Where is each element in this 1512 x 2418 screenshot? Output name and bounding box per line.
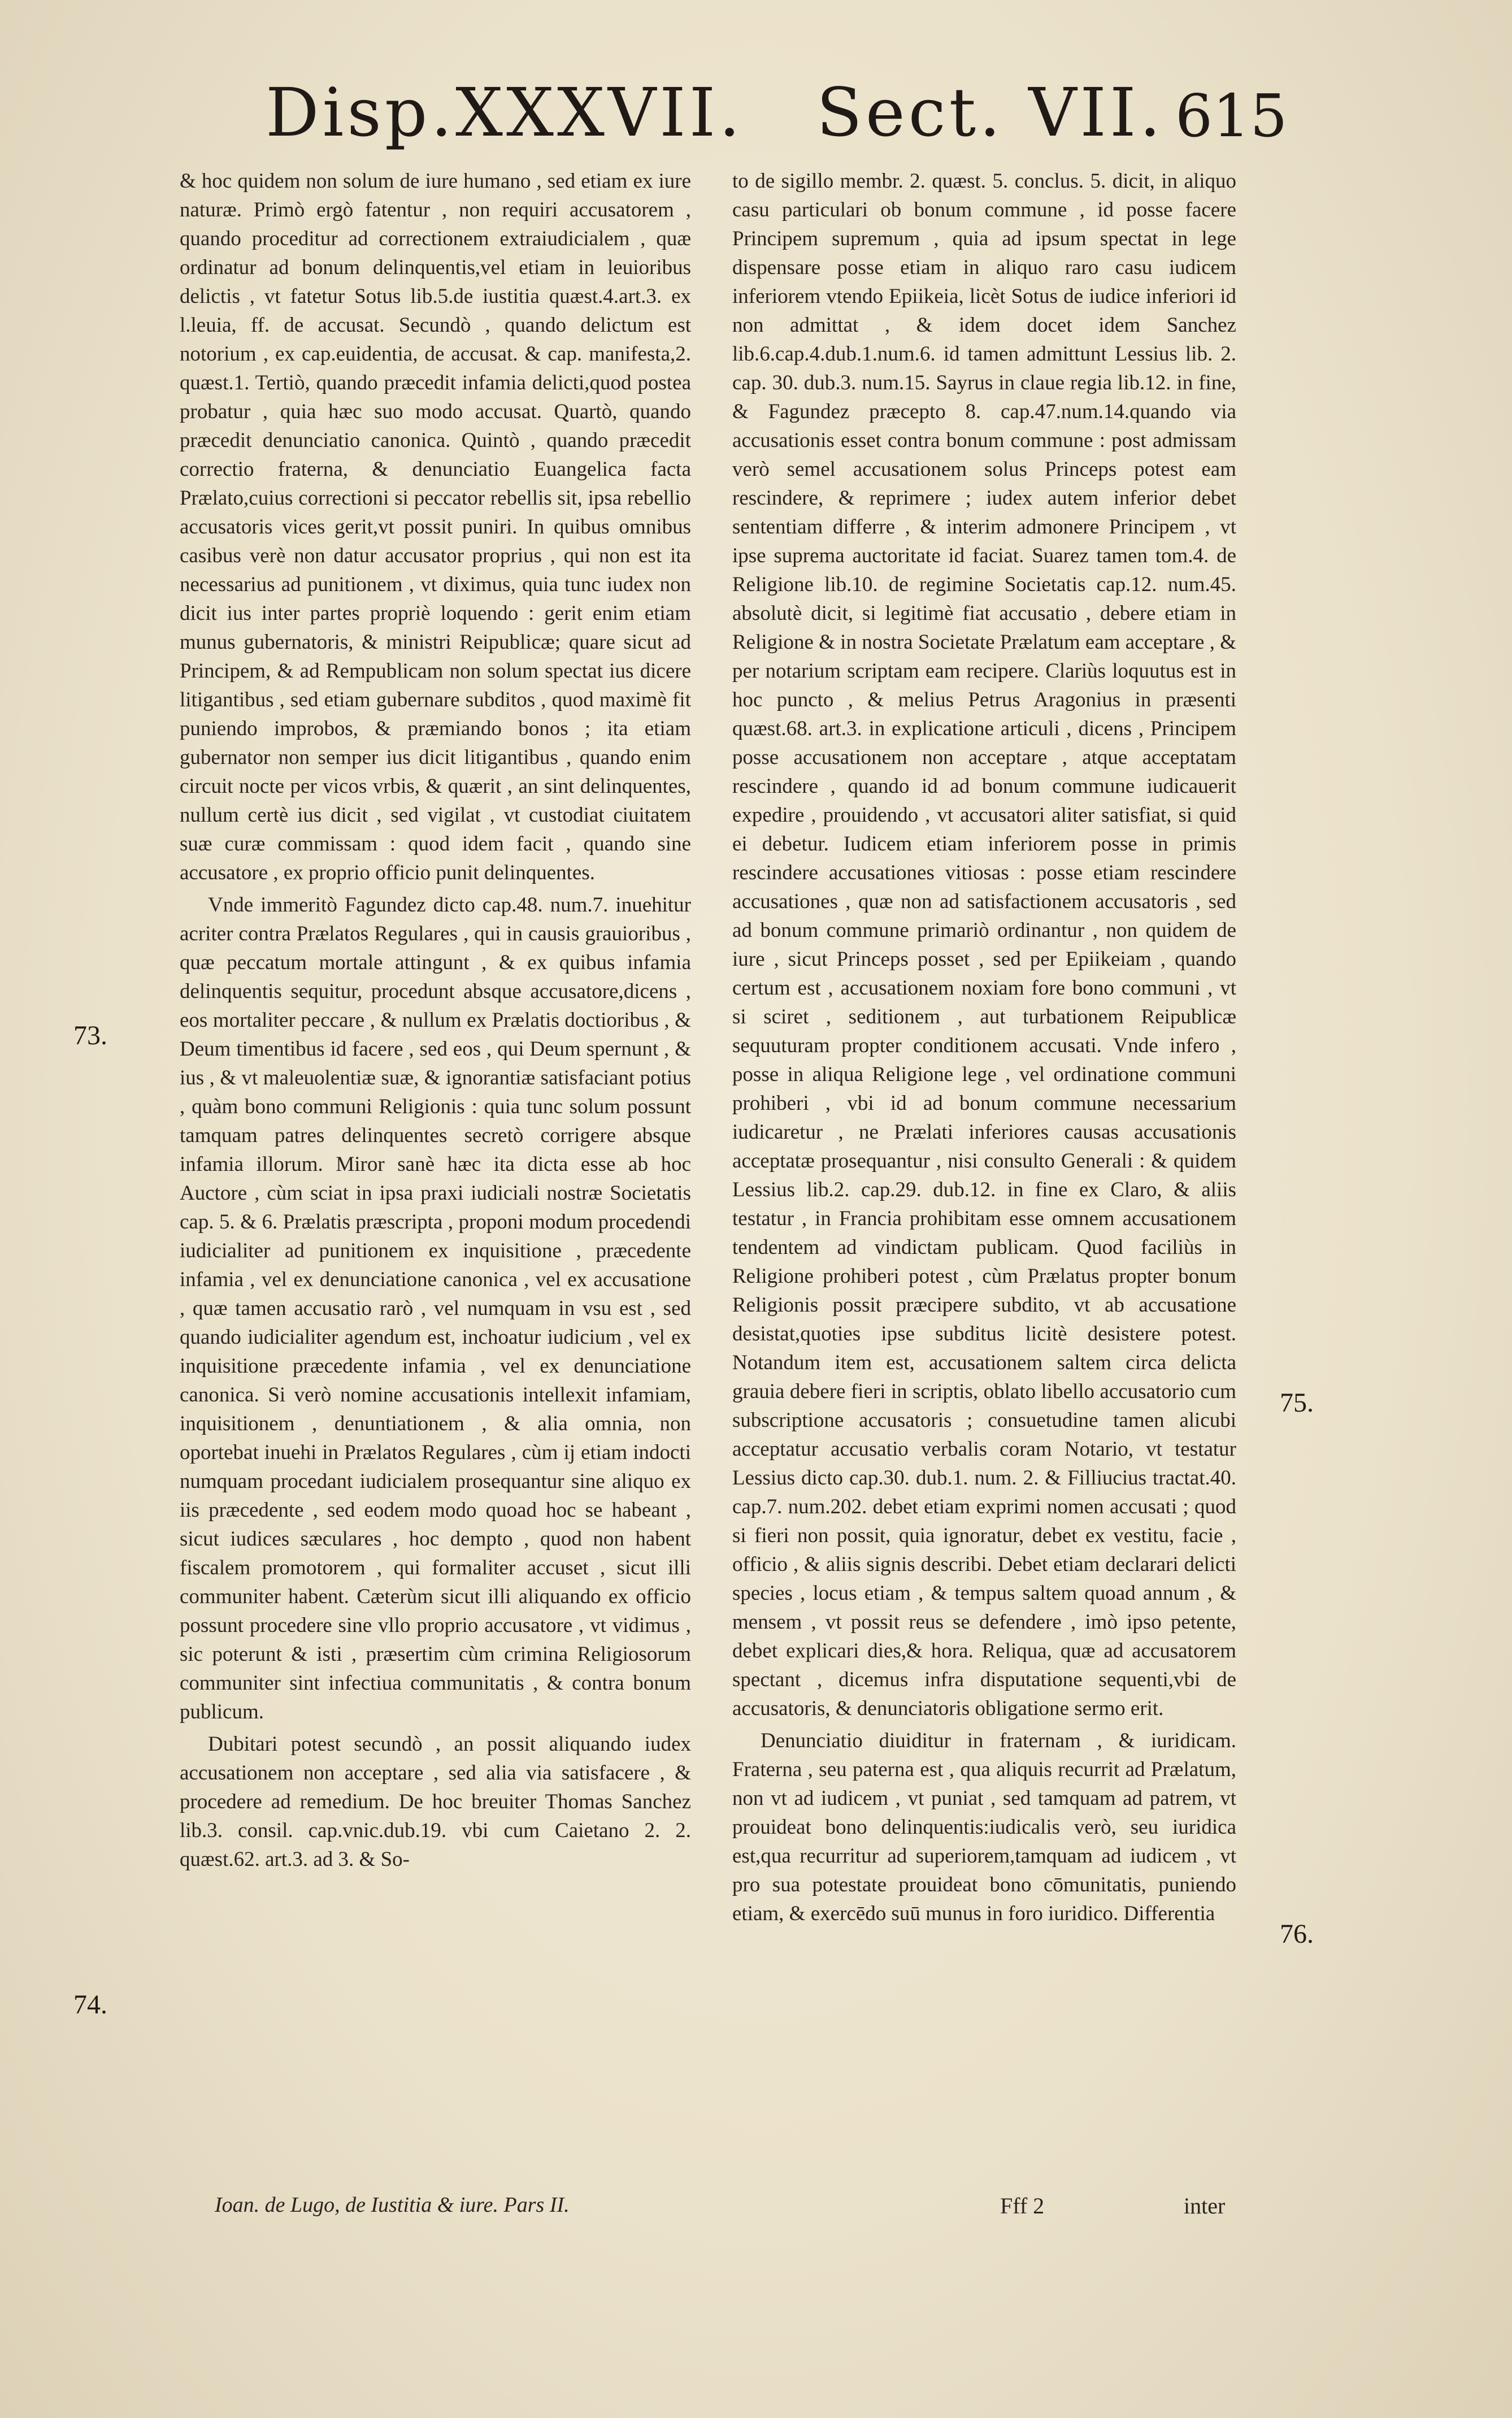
margin-number: 73. — [73, 1021, 107, 1050]
signature-mark: Fff 2 — [1000, 2193, 1045, 2219]
margin-number: 74. — [73, 1990, 107, 2020]
margin-number: 75. — [1280, 1388, 1314, 1418]
left-column — [180, 167, 691, 1877]
page-number: 615 — [1175, 81, 1288, 150]
right-column — [732, 167, 1236, 1931]
paragraph: & hoc quidem non solum de iure humano , sed etiam ex iure naturæ. Primò ergò fatentur , non requiri accusatorem , quando proceditur ad correctionem extraiudicialem , quæ ordinatur ad bonum delinquentis,vel etiam in leuioribus delictis , vt fatetur Sotus lib.5.de iustitia quæst.4.art.3. ex l.leuia, ff. de accusat. Secundò , quando delictum est notorium , ex cap.euidentia, de accusat. & cap. manifesta,2. quæst.1. Tertiò, quando præcedit infamia delicti,quod postea probatur , quia hæc suo modo accusat. Quartò, quando præcedit denunciatio canonica. Quintò , quando præcedit correctio fraterna, & denunciatio Euangelica facta Prælato,cuius correctioni si peccator rebellis sit, ipsa rebellio accusatoris vices gerit,vt possit puniri. In quibus omnibus casibus verè non datur accusator proprius , qui non est ita necessarius ad punitionem , vt diximus, quia tunc iudex non dicit ius inter partes propriè loquendo : gerit enim etiam munus gubernatoris, & ministri Reipublicæ; quare sicut ad Principem, & ad Rempublicam non solum spectat ius dicere litigantibus , sed etiam gubernare subditos , quod maximè fit puniendo improbos, & præmiando bonos ; ita etiam gubernator non semper ius dicit litigantibus , quando enim circuit nocte per vicos vrbis, & quærit , an sint delinquentes, nullum certè ius dicit , sed vigilat , vt custodiat ciuitatem suæ curæ commissam : quod idem facit , quando sine accusatore , ex proprio officio punit delinquentes. — [180, 170, 691, 884]
paragraph: Vnde immeritò Fagundez dicto cap.48. num.7. inuehitur acriter contra Prælatos Regulares , qui in causis grauioribus , quæ peccatum mortale attingunt , & ex quibus infamia delinquentis sequitur, procedunt absque accusatore,dicens , eos mortaliter peccare , & nullum ex Prælatis doctioribus , & Deum timentibus id facere , sed eos , qui Deum spernunt , & ius , & vt maleuolentiæ suæ, & ignorantiæ satisfaciant potius , quàm bono communi Religionis : quia tunc solum possunt tamquam patres delinquentes secretò corrigere absque infamia illorum. Miror sanè hæc ita dicta esse ab hoc Auctore , cùm sciat in ipsa praxi iudiciali nostræ Societatis cap. 5. & 6. Prælatis præscripta , proponi modum procedendi iudicialiter ad punitionem ex inquisitione , præcedente infamia , vel ex denunciatione canonica , vel ex accusatione , quæ tamen accusatio rarò , vel numquam in vsu est , sed quando iudicialiter agendum est, inchoatur iudicium , vel ex inquisitione præcedente infamia , vel ex denunciatione canonica. Si verò nomine accusationis intellexit infamiam, inquisitionem , denuntiationem , & alia omnia, non oportebat inuehi in Prælatos Regulares , cùm ij etiam indocti numquam procedant iudicialem prosequantur sine aliquo ex iis præcedente , sed eodem modo quoad hoc se habeant , sicut iudices sæculares , hoc dempto , quod non habent fiscalem promotorem , qui formaliter accuset , sicut illi communiter habent. Cæterùm sicut illi aliquando ex officio possunt procedere sine vllo proprio accusatore , vt vidimus , sic poterunt & isti , præsertim cùm crimina Religiosorum communiter sint infectiua communitatis , & contra bonum publicum. — [180, 893, 691, 1724]
margin-number: 76. — [1280, 1919, 1314, 1949]
running-header — [0, 62, 1512, 153]
running-title-footer: Ioan. de Lugo, de Iustitia & iure. Pars II. — [215, 2193, 570, 2217]
paragraph: Dubitari potest secundò , an possit aliquando iudex accusationem non acceptare , sed alia via satisfacere , & procedere ad remedium. De hoc breuiter Thomas Sanchez lib.3. consil. cap.vnic.dub.19. vbi cum Caietano 2. 2. quæst.62. art.3. ad 3. & So- — [180, 1733, 691, 1871]
catchword: inter — [1184, 2193, 1226, 2219]
paragraph: to de sigillo membr. 2. quæst. 5. conclus. 5. dicit, in aliquo casu particulari ob bonum commune , id posse facere Principem supremum , quia ad ipsum spectat in lege dispensare posse etiam in aliquo raro casu iudicem inferiorem vtendo Epiikeia, licèt Sotus de iudice inferiori id non admittat , & idem docet idem Sanchez lib.6.cap.4.dub.1.num.6. id tamen admittunt Lessius lib. 2. cap. 30. dub.3. num.15. Sayrus in claue regia lib.12. in fine, & Fagundez præcepto 8. cap.47.num.14.quando via accusationis esset contra bonum commune : post admissam verò semel accusationem solus Princeps potest eam rescindere, & reprimere ; iudex autem inferior debet sententiam differre , & interim admonere Principem , vt ipse suprema auctoritate id faciat. Suarez tamen tom.4. de Religione lib.10. de regimine Societatis cap.12. num.45. absolutè dicit, si legitimè fiat accusatio , debere etiam in Religione & in nostra Societate Prælatum eam acceptare , & per notarium scriptam eam recipere. Clariùs loquutus est in hoc puncto , & melius Petrus Aragonius in præsenti quæst.68. art.3. in explicatione articuli , dicens , Principem posse accusationem non acceptare , atque acceptatam rescindere , quando id ad bonum commune iudicauerit expedire , prouidendo , vt accusatori aliter satisfiat, si quid ei debetur. Iudicem etiam inferiorem posse in primis rescindere accusationes vitiosas : posse etiam rescindere accusationes , quæ non ad satisfactionem accusatoris , sed ad bonum commune primariò ordinantur , non quidem de iure , sicut Princeps posset , sed per Epiikeiam , quando certum est , accusationem noxiam fore bono communi , vt si sciret , seditionem , aut turbationem Reipublicæ sequuturam propter conditionem accusati. Vnde infero , posse in aliqua Religione lege , vel ordinatione communi prohiberi , vbi id ad bonum commune necessarium iudicaretur , ne Prælati inferiores causas accusationis acceptatæ prosequantur , nisi consulto Generali : & quidem Lessius lib.2. cap.29. dub.12. in fine ex Claro, & aliis testatur , in Francia prohibitam esse omnem accusationem tendentem ad vindictam publicam. Quod faciliùs in Religione prohiberi potest , cùm Prælatus propter bonum Religionis possit præcipere subdito, vt ab accusatione desistat,quoties ipse subditus licitè desistere potest. Notandum item est, accusationem saltem circa delicta grauia debere fieri in scriptis, oblato libello accusatorio cum subscriptione accusatoris ; consuetudine tamen alicubi acceptatur accusatio verbalis coram Notario, vt testatur Lessius dicto cap.30. dub.1. num. 2. & Filliucius tractat.40. cap.7. num.202. debet etiam exprimi nomen accusati ; quod si fieri non possit, quia ignoratur, debet ex vestitu, facie , officio , & aliis signis describi. Debet etiam declarari delicti species , locus etiam , & tempus saltem quoad annum , & mensem , vt possit reus se defendere , imò ipso petente, debet explicari dies,& hora. Reliqua, quæ ad accusatorem spectant , dicemus infra disputatione sequenti,vbi de accusatoris, & denunciatoris obligatione sermo erit. — [732, 170, 1236, 1720]
header-section: Sect. VII. — [816, 73, 1165, 151]
header-disputation: Disp.XXXVII. — [266, 73, 744, 151]
paragraph: Denunciatio diuiditur in fraternam , & iuridicam. Fraterna , seu paterna est , qua aliquis recurrit ad Prælatum, non vt ad iudicem , vt puniat , sed tamquam ad patrem, vt prouideat bono delinquentis:iudicalis verò, seu iuridica est,qua recurritur ad superiorem,tamquam ad iudicem , vt pro sua potestate prouideat bono cōmunitatis, puniendo etiam, & exercēdo suū munus in foro iuridico. Differentia — [732, 1729, 1236, 1925]
